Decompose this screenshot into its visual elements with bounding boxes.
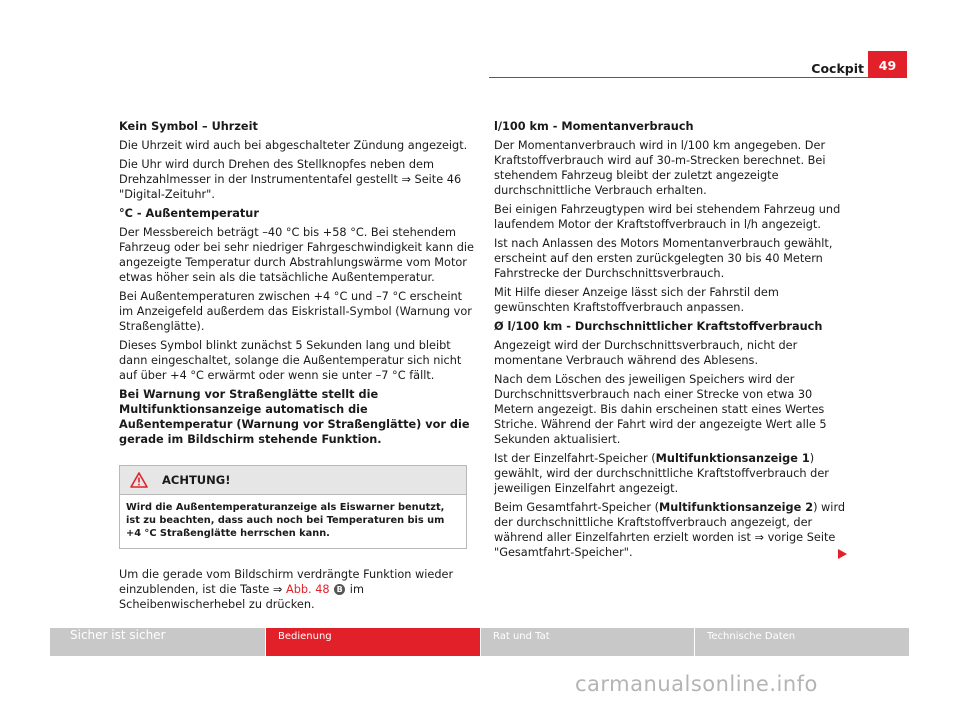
paragraph: Der Messbereich beträgt –40 °C bis +58 °C. Bei stehendem Fahrzeug oder bei sehr niedriger Fahrgeschwindigkeit kann die angezeigte Temperatur durch Abstrahlungswärme vom Motor etwas höher sein als die tatsächliche Außentemperatur. xyxy=(119,226,474,284)
header-rule xyxy=(489,77,907,78)
bold-paragraph: Bei Warnung vor Straßenglätte stellt die Multifunktionsanzeige automatisch die Außentemperatur (Warnung vor Straßenglätte) vor die gerade im Bildschirm stehende Funktion. xyxy=(119,388,470,446)
paragraph: Die Uhrzeit wird auch bei abgeschalteter Zündung angezeigt. xyxy=(119,139,468,152)
text: Ist der Einzelfahrt-Speicher ( xyxy=(494,452,656,465)
paragraph: Angezeigt wird der Durchschnittsverbrauch, nicht der momentane Verbrauch während des Ablesens. xyxy=(494,339,798,367)
heading-durchschnittsverbrauch: Ø l/100 km - Durchschnittlicher Kraftstoffverbrauch xyxy=(494,320,823,333)
heading-aussentemperatur: °C - Außentemperatur xyxy=(119,207,259,220)
warning-box xyxy=(119,465,467,549)
next-page-arrow-icon[interactable] xyxy=(838,549,847,559)
bold-text: Multifunktionsanzeige 1 xyxy=(655,452,810,465)
paragraph: Bei Außentemperaturen zwischen +4 °C und –7 °C erscheint im Anzeigefeld außerdem das Eiskristall-Symbol (Warnung vor Straßenglätte). xyxy=(119,290,472,333)
paragraph: Nach dem Löschen des jeweiligen Speichers wird der Durchschnittsverbrauch nach einer Strecke von etwa 30 Metern angezeigt. Bis dahin erscheinen statt eines Wertes Striche. Während der Fahrt wird der angezeigte Wert alle 5 Sekunden aktualisiert. xyxy=(494,373,827,446)
paragraph xyxy=(119,567,474,612)
paragraph: Der Momentanverbrauch wird in l/100 km angegeben. Der Kraftstoffverbrauch wird auf 30-m-Strecken berechnet. Bei stehendem Fahrzeug bleibt der zuletzt angezeigte durchschnittliche Verbrauch erhalten. xyxy=(494,139,826,197)
text: ) wird der durchschnittliche Kraftstoffverbrauch angezeigt, der während aller Einzelfahrten erzielt worden ist ⇒ vorige Seite "Gesamtfahrt-Speicher". xyxy=(494,501,846,559)
watermark: carmanualsonline.info xyxy=(575,672,818,696)
footer-nav xyxy=(0,628,960,656)
text: Um die gerade vom Bildschirm verdrängte Funktion wieder einzublenden, ist die Taste ⇒ xyxy=(119,568,454,596)
heading-uhrzeit: Kein Symbol – Uhrzeit xyxy=(119,120,258,133)
warning-text: Wird die Außentemperaturanzeige als Eiswarner benutzt, ist zu beachten, dass auch noch bei Temperaturen bis um +4 °C Straßenglätte herrschen kann. xyxy=(120,494,466,548)
paragraph xyxy=(494,451,854,496)
warning-header xyxy=(120,466,466,494)
heading-momentanverbrauch: l/100 km - Momentanverbrauch xyxy=(494,120,694,133)
paragraph: Bei einigen Fahrzeugtypen wird bei stehendem Fahrzeug und laufendem Motor der Kraftstoffverbrauch in l/h angezeigt. xyxy=(494,203,841,231)
warning-title: ACHTUNG! xyxy=(162,472,231,487)
right-column xyxy=(494,119,854,564)
tab-bedienung[interactable]: Bedienung xyxy=(266,628,480,656)
text: ) gewählt, wird der durchschnittliche Kraftstoffverbrauch der jeweiligen Einzelfahrt angezeigt. xyxy=(494,452,829,495)
paragraph xyxy=(494,500,854,560)
tab-technische-daten[interactable]: Technische Daten xyxy=(695,628,909,656)
left-column xyxy=(119,119,474,616)
paragraph: Mit Hilfe dieser Anzeige lässt sich der Fahrstil dem gewünschten Kraftstoffverbrauch anpassen. xyxy=(494,286,779,314)
tab-sicher-ist-sicher[interactable]: Sicher ist sicher xyxy=(50,628,265,656)
paragraph: Die Uhr wird durch Drehen des Stellknopfes neben dem Drehzahlmesser in der Instrumententafel gestellt ⇒ Seite 46 "Digital-Zeituhr". xyxy=(119,158,462,201)
paragraph: Dieses Symbol blinkt zunächst 5 Sekunden lang und bleibt dann eingeschaltet, solange die Außentemperatur sich nicht auf über +4 °C erwärmt oder wenn sie unter –7 °C fällt. xyxy=(119,339,462,382)
warning-triangle-icon xyxy=(130,472,148,488)
text: im Scheibenwischerhebel zu drücken. xyxy=(119,583,364,611)
tab-rat-und-tat[interactable]: Rat und Tat xyxy=(481,628,694,656)
figure-reference-link[interactable]: Abb. 48 xyxy=(285,583,330,596)
paragraph: Ist nach Anlassen des Motors Momentanverbrauch gewählt, erscheint auf den ersten zurückgelegten 30 bis 40 Metern Fahrstrecke der Durchschnittsverbrauch. xyxy=(494,237,833,280)
text: Beim Gesamtfahrt-Speicher ( xyxy=(494,501,659,514)
page-number: 49 xyxy=(868,51,907,77)
bold-text: Multifunktionsanzeige 2 xyxy=(659,501,814,514)
button-b-badge: B xyxy=(334,584,345,595)
section-title: Cockpit xyxy=(811,61,864,76)
